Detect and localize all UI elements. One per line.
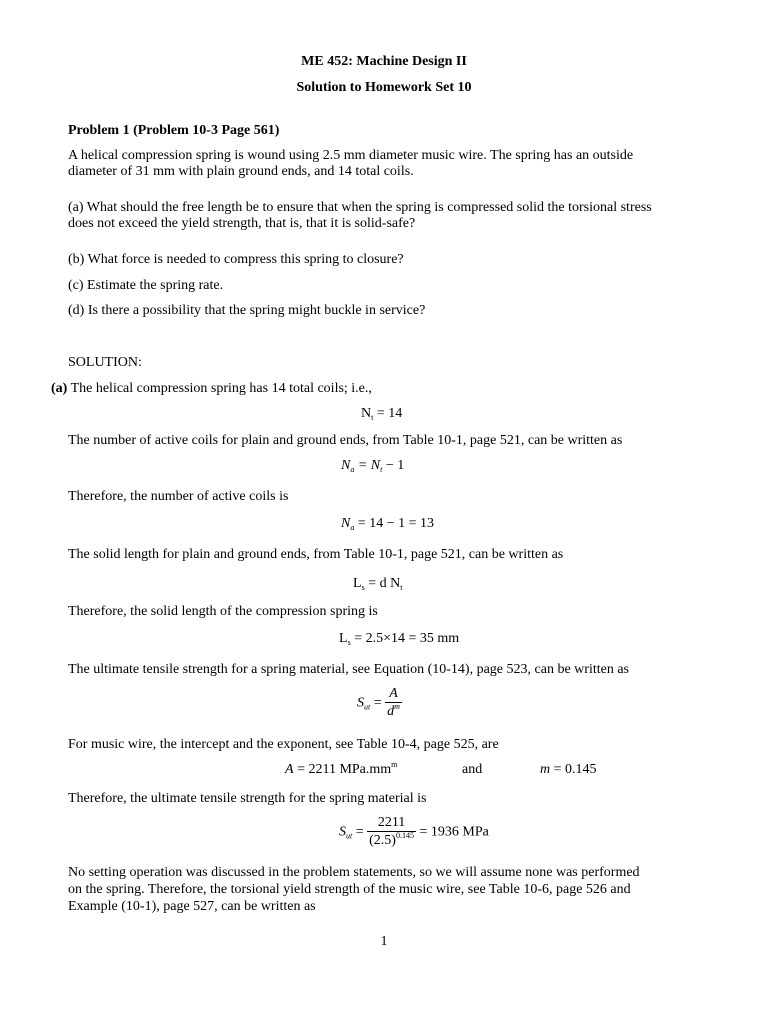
- equation-total-coils: $N_t = 14$: [361, 406, 403, 422]
- equation-solid-length-formula: $L_s = d$ $N_t$: [353, 576, 403, 592]
- paragraph-music-wire: For music wire, the intercept and the exponent, see Table 10-4, page 525, are: [68, 737, 499, 752]
- course-title: ME 452: Machine Design II: [301, 54, 467, 69]
- paragraph-therefore-active: Therefore, the number of active coils is: [68, 489, 289, 504]
- paragraph-setting-line-1: No setting operation was discussed in the problem statements, so we will assume none was performed: [68, 865, 640, 880]
- part-a-intro: [51, 380, 372, 397]
- problem-title: Problem 1 (Problem 10-3 Page 561): [68, 123, 280, 138]
- equation-active-coils-value: $N_a = 14 - 1 = 13$: [341, 516, 435, 532]
- paragraph-setting-line-3: Example (10-1), page 527, can be written as: [68, 899, 316, 914]
- question-b: (b) What force is needed to compress this spring to closure?: [68, 252, 404, 267]
- paragraph-therefore-solid: Therefore, the solid length of the compression spring is: [68, 604, 378, 619]
- equation-active-coils-formula: $N_a = N_t - 1$: [341, 458, 405, 474]
- document-subtitle: Solution to Homework Set 10: [296, 80, 472, 95]
- paragraph-solid-length: The solid length for plain and ground ends, from Table 10-1, page 521, can be written as: [68, 547, 564, 562]
- fraction-2211-over-2-5: $\frac{2211}{(2.5)^{0.145}}$: [369, 815, 414, 848]
- problem-statement-line-1: A helical compression spring is wound using 2.5 mm diameter music wire. The spring has an outside: [68, 148, 634, 163]
- fraction-a-over-d: $\frac{A}{d^m}$: [387, 686, 400, 719]
- paragraph-therefore-ultimate: Therefore, the ultimate tensile strength for the spring material is: [68, 791, 427, 806]
- paragraph-setting-line-2: on the spring. Therefore, the torsional yield strength of the music wire, see Table 10-6, page 526 and: [68, 882, 631, 897]
- equation-intercept: A = 2211 $MPa.mm^m$: [285, 760, 398, 777]
- equation-solid-length-value: $L_s = 2.5\times 14 = 35$ mm: [339, 631, 460, 647]
- part-a-text: The helical compression spring has 14 total coils; i.e.,: [67, 381, 372, 396]
- solution-heading: SOLUTION:: [68, 355, 142, 370]
- paragraph-ultimate-strength: The ultimate tensile strength for a spring material, see Equation (10-14), page 523, can be written as: [68, 662, 629, 677]
- page-number: 1: [380, 934, 388, 949]
- equation-and: and: [462, 762, 483, 777]
- equation-exponent: m = 0.145: [540, 762, 597, 777]
- question-d: (d) Is there a possibility that the spring might buckle in service?: [68, 303, 426, 318]
- equation-ultimate-strength-value: $S_{ut}$ = $\frac{2211}{(2.5)^{0.145}}$ = 1936 MPa: [339, 815, 489, 848]
- paragraph-active-coils: The number of active coils for plain and ground ends, from Table 10-1, page 521, can be written as: [68, 433, 623, 448]
- question-a-line-2: does not exceed the yield strength, that is, that it is solid-safe?: [68, 216, 416, 231]
- question-c: (c) Estimate the spring rate.: [68, 278, 224, 293]
- question-a-line-1: (a) What should the free length be to ensure that when the spring is compressed solid the torsional stress: [68, 200, 652, 215]
- problem-statement-line-2: diameter of 31 mm with plain ground ends, and 14 total coils.: [68, 164, 414, 179]
- part-a-label: (a): [51, 381, 68, 396]
- equation-ultimate-strength-formula: $S_{ut}$ = $\frac{A}{d^m}$: [357, 686, 400, 719]
